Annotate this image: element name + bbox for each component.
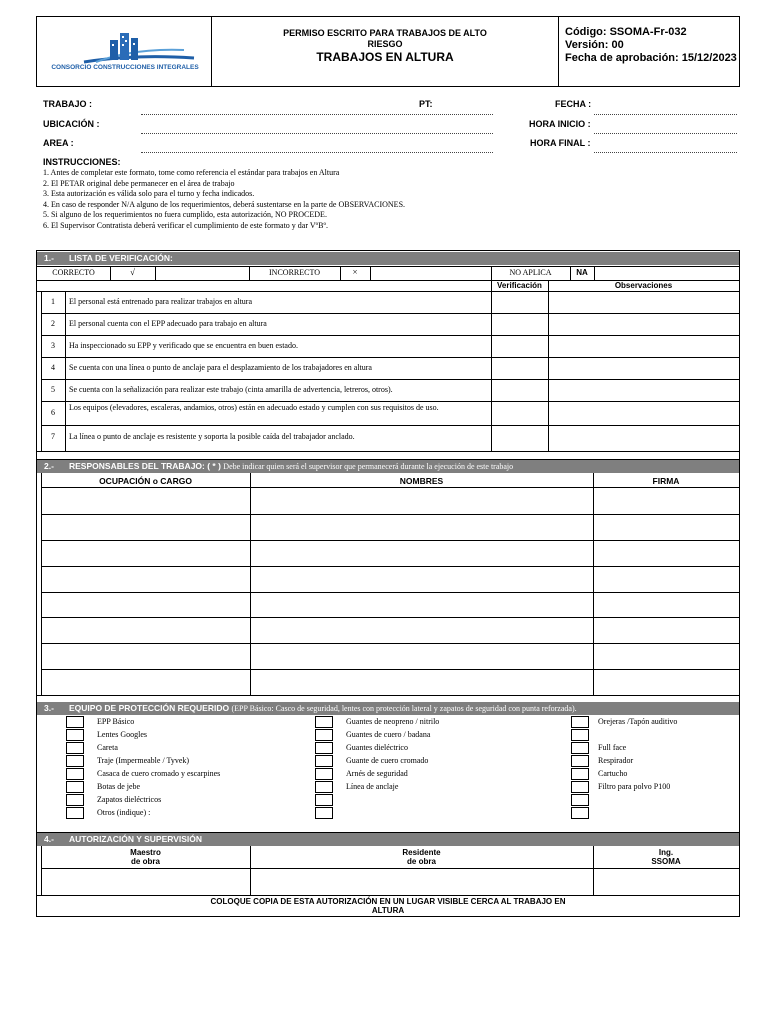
epp-item-label: Otros (indique) : (97, 808, 151, 817)
verificacion-cell[interactable] (492, 314, 547, 334)
col-verificacion: Verificación (497, 281, 542, 290)
epp-item-label: Casaca de cuero cromado y escarpines (97, 769, 221, 778)
epp-checkbox[interactable] (66, 716, 84, 728)
epp-checkbox[interactable] (571, 716, 589, 728)
header-title-main: TRABAJOS EN ALTURA (316, 50, 454, 64)
section-1-header: 1.- LISTA DE VERIFICACIÓN: (37, 252, 739, 265)
trabajo-label: TRABAJO : (43, 99, 92, 109)
legend-incorrecto: INCORRECTO (269, 268, 320, 277)
pt-label: PT: (419, 99, 433, 109)
verificacion-cell[interactable] (492, 402, 547, 424)
form-version: Versión: 00 (565, 39, 624, 51)
header-title-line1: PERMISO ESCRITO PARA TRABAJOS DE ALTO (283, 28, 487, 38)
legend-no-aplica: NO APLICA (509, 268, 552, 277)
responsables-table[interactable] (42, 488, 738, 694)
epp-checkbox[interactable] (571, 807, 589, 819)
ubicacion-label: UBICACIÓN : (43, 119, 100, 129)
epp-item-label: Guantes dieléctrico (346, 743, 408, 752)
epp-item-label: Zapatos dieléctricos (97, 795, 162, 804)
instruction-item: 6. El Supervisor Contratista deberá verificar el cumplimiento de este formato y dar VºBº. (43, 220, 328, 230)
epp-item-label: EPP Básico (97, 717, 135, 726)
epp-checkbox[interactable] (66, 781, 84, 793)
logo-text: CONSORCIO CONSTRUCCIONES INTEGRALES (51, 64, 199, 71)
epp-item-label: Cartucho (598, 769, 628, 778)
epp-item-label: Arnés de seguridad (346, 769, 408, 778)
hora-inicio-field[interactable] (594, 133, 737, 134)
fecha-label: FECHA : (555, 99, 592, 109)
epp-checkbox[interactable] (66, 794, 84, 806)
epp-checkbox[interactable] (315, 755, 333, 767)
epp-item-label: Respirador (598, 756, 634, 765)
header-title-line2: RIESGO (367, 39, 403, 49)
instruction-item: 3. Esta autorización es válida solo para el turno y fecha indicados. (43, 189, 255, 199)
signature-maestro[interactable] (42, 869, 249, 894)
legend-correcto: CORRECTO (52, 268, 95, 277)
approval-date: Fecha de aprobación: 15/12/2023 (565, 52, 737, 64)
footer-notice: COLOQUE COPIA DE ESTA AUTORIZACIÓN EN UN LUGAR VISIBLE CERCA AL TRABAJO EN ALTURA (210, 897, 566, 915)
legend-incorrecto-mark: × (352, 267, 358, 277)
verificacion-cell[interactable] (492, 380, 547, 400)
epp-item-label: Careta (97, 743, 118, 752)
verificacion-cell[interactable] (492, 292, 547, 312)
signature-ssoma[interactable] (594, 869, 738, 894)
instruction-item: 2. El PETAR original debe permanecer en el área de trabajo (43, 178, 235, 188)
epp-checkbox[interactable] (571, 768, 589, 780)
company-logo (44, 28, 206, 76)
section-2-header: 2.- RESPONSABLES DEL TRABAJO: ( * ) Debe indicar quien será el supervisor que permanecerá durante la ejecución de este trabajo (37, 460, 739, 473)
epp-checkbox[interactable] (315, 781, 333, 793)
col-maestro: Maestro de obra (130, 848, 161, 866)
epp-checkbox[interactable] (315, 807, 333, 819)
section-4-header: 4.- AUTORIZACIÓN Y SUPERVISIÓN (37, 833, 739, 846)
epp-item-label: Botas de jebe (97, 782, 141, 791)
epp-item-label: Línea de anclaje (346, 782, 399, 791)
hora-inicio-label: HORA INICIO : (529, 119, 591, 129)
col-ing-ssoma: Ing. SSOMA (651, 848, 681, 866)
epp-item-label: Guantes de neopreno / nitrilo (346, 717, 440, 726)
epp-checkbox[interactable] (315, 716, 333, 728)
instruction-item: 4. En caso de responder N/A alguno de los requerimientos, deberá sustentarse en la parte de OBSERVACIONES. (43, 199, 406, 209)
col-nombres: NOMBRES (399, 476, 444, 486)
epp-item-label: Guantes de cuero / badana (346, 730, 431, 739)
epp-checkbox[interactable] (315, 794, 333, 806)
instructions-list (43, 168, 405, 232)
instruction-item: 1. Antes de completar este formato, tome como referencia el estándar para trabajos en Altura (43, 168, 340, 177)
hora-final-field[interactable] (594, 152, 737, 153)
col-observaciones: Observaciones (614, 281, 673, 290)
epp-checkbox[interactable] (315, 768, 333, 780)
verificacion-cell[interactable] (492, 336, 547, 356)
epp-item-label: Traje (Impermeable / Tyvek) (97, 756, 190, 765)
epp-checkbox[interactable] (66, 729, 84, 741)
hora-final-label: HORA FINAL : (530, 138, 591, 148)
trabajo-field[interactable] (141, 114, 493, 115)
instructions-title: INSTRUCCIONES: (43, 157, 121, 167)
epp-checkbox[interactable] (571, 781, 589, 793)
epp-item-label: Guante de cuero cromado (346, 756, 429, 765)
epp-item-label: Lentes Googles (97, 730, 147, 739)
form-code: Código: SSOMA-Fr-032 (565, 26, 687, 38)
area-field[interactable] (141, 152, 493, 153)
signature-residente[interactable] (251, 869, 592, 894)
verificacion-cell[interactable] (492, 358, 547, 378)
col-residente: Residente de obra (402, 848, 441, 866)
epp-checkbox[interactable] (315, 729, 333, 741)
ubicacion-field[interactable] (141, 133, 493, 134)
legend-correcto-mark: √ (130, 267, 135, 277)
epp-checkbox[interactable] (571, 794, 589, 806)
fecha-field[interactable] (594, 114, 737, 115)
verificacion-cell[interactable] (492, 426, 547, 450)
col-firma: FIRMA (652, 476, 680, 486)
epp-checkbox[interactable] (571, 742, 589, 754)
epp-checkbox[interactable] (66, 755, 84, 767)
epp-checkbox[interactable] (66, 768, 84, 780)
epp-item-label: Filtro para polvo P100 (598, 782, 671, 791)
epp-checkbox[interactable] (571, 729, 589, 741)
instruction-item: 5. Si alguno de los requerimientos no fuera cumplido, esta autorización, NO PROCEDE. (43, 210, 327, 220)
epp-checkbox[interactable] (571, 755, 589, 767)
epp-checkbox[interactable] (66, 807, 84, 819)
legend-na: NA (576, 268, 588, 277)
col-ocupacion: OCUPACIÓN o CARGO (99, 476, 192, 486)
epp-checkbox[interactable] (315, 742, 333, 754)
section-3-header: 3.- EQUIPO DE PROTECCIÓN REQUERIDO (EPP Básico: Casco de seguridad, lentes con protección lateral y zapatos de seguridad con punta reforzada). (37, 702, 739, 715)
epp-checkbox[interactable] (66, 742, 84, 754)
epp-item-label: Orejeras /Tapón auditivo (598, 717, 678, 726)
epp-item-label: Full face (598, 743, 627, 752)
area-label: AREA : (43, 138, 74, 148)
